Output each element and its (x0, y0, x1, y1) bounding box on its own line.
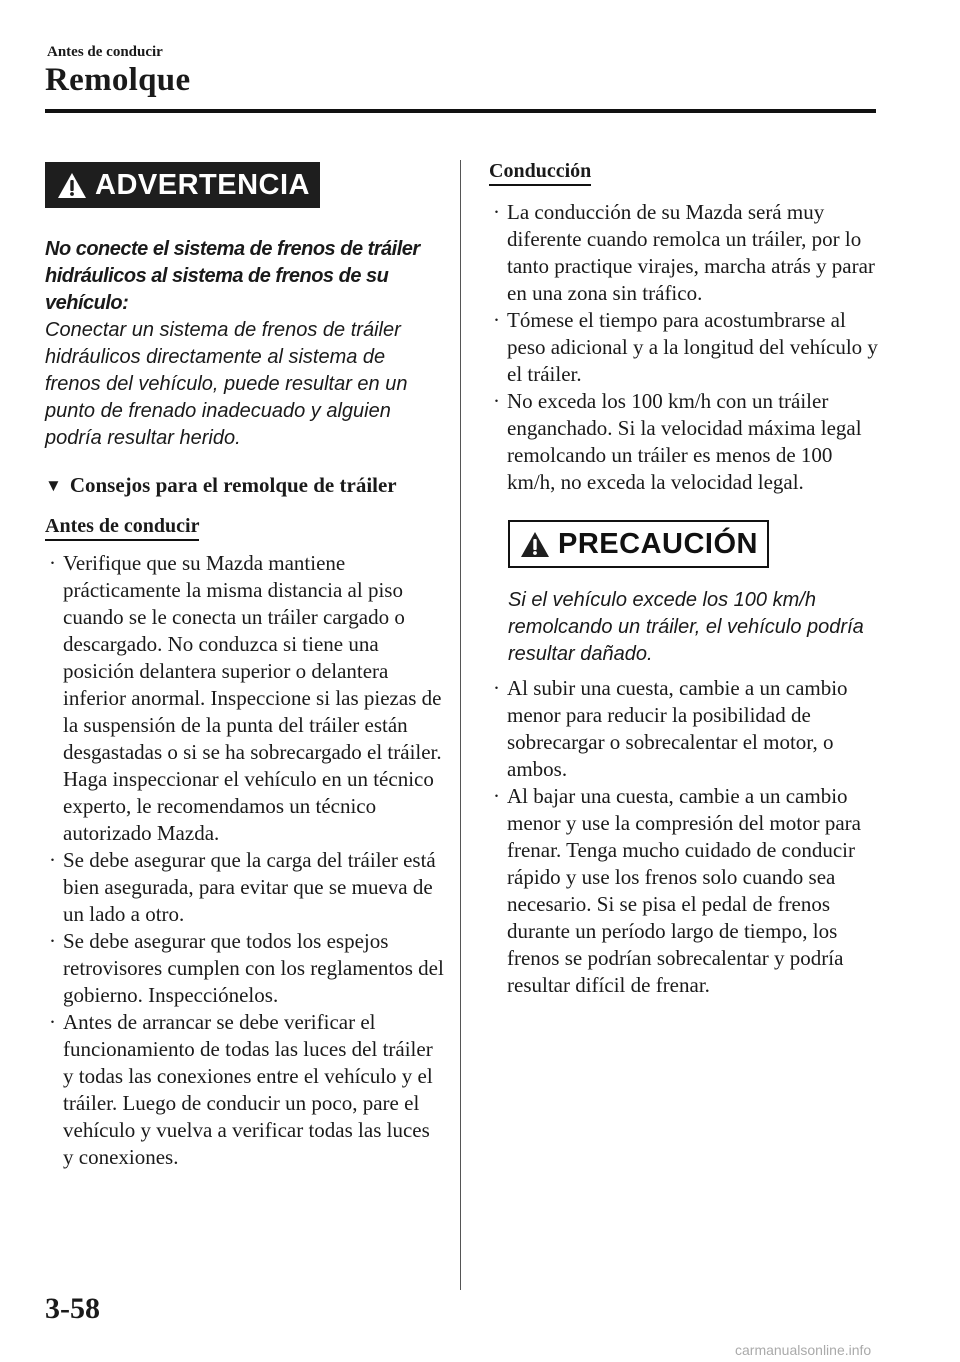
bullet-icon: · (493, 784, 500, 808)
bullet-icon: · (493, 676, 500, 700)
list-item-text: No exceda los 100 km/h con un tráiler enganchado. Si la velocidad máxima legal remolcando un tráiler es menos de 100 km/h, no exceda la velocidad legal. (507, 389, 862, 494)
list-item-text: Al bajar una cuesta, cambie a un cambio menor y use la compresión del motor para frenar. Tenga mucho cuidado de conducir rápido y use los frenos solo cuando sea necesario. Si se pisa el pedal de frenos durante un período largo de tiempo, los frenos se podrían sobrecalentar y podría resultar difícil de frenar. (507, 784, 861, 997)
warning-body (45, 236, 445, 452)
list-item (45, 928, 445, 1009)
caution-label-text: PRECAUCIÓN (558, 527, 758, 560)
list-item-text: Se debe asegurar que la carga del tráiler está bien asegurada, para evitar que se mueva de un lado a otro. (63, 848, 436, 926)
list-item (489, 783, 884, 999)
warning-label-text: ADVERTENCIA (95, 168, 310, 201)
list-item (489, 199, 884, 307)
driving-list-continued (489, 675, 884, 999)
list-item (45, 847, 445, 928)
list-item (489, 307, 884, 388)
warning-bold-text: No conecte el sistema de frenos de tráiler hidráulicos al sistema de frenos de su vehículo: (45, 238, 420, 314)
page-title: Remolque (45, 62, 191, 98)
bullet-icon: · (49, 1010, 56, 1034)
warning-label (45, 162, 320, 208)
triangle-down-icon: ▼ (45, 475, 62, 495)
warning-triangle-icon (57, 172, 87, 199)
list-item-text: Se debe asegurar que todos los espejos retrovisores cumplen con los reglamentos del gobierno. Inspecciónelos. (63, 929, 444, 1007)
page-number: 3-58 (45, 1292, 100, 1325)
list-item-text: Antes de arrancar se debe verificar el funcionamiento de todas las luces del tráiler y todas las conexiones entre el vehículo y el tráiler. Luego de conducir un poco, pare el vehículo y vuelva a verificar todas las luces y conexiones. (63, 1010, 433, 1169)
bullet-icon: · (49, 848, 56, 872)
list-item (489, 388, 884, 496)
before-driving-label: Antes de conducir (45, 515, 199, 541)
bullet-icon: · (493, 200, 500, 224)
bullet-icon: · (49, 551, 56, 575)
list-item-text: La conducción de su Mazda será muy diferente cuando remolca un tráiler, por lo tanto practique virajes, marcha atrás y parar en una zona sin tráfico. (507, 200, 875, 305)
tips-heading-text: Consejos para el remolque de tráiler (69, 473, 397, 497)
list-item (489, 675, 884, 783)
list-item (45, 550, 445, 847)
caution-triangle-icon (520, 531, 550, 558)
list-item (45, 1009, 445, 1171)
list-item-text: Tómese el tiempo para acostumbrarse al peso adicional y a la longitud del vehículo y el tráiler. (507, 308, 878, 386)
left-column (45, 162, 445, 1171)
bullet-icon: · (493, 389, 500, 413)
driving-label: Conducción (489, 160, 591, 186)
section-header: Antes de conducir (47, 44, 163, 60)
driving-list (489, 199, 884, 496)
bullet-icon: · (49, 929, 56, 953)
warning-text: Conectar un sistema de frenos de tráiler hidráulicos directamente al sistema de frenos del vehículo, puede resultar en un punto de frenado inadecuado y alguien podría resultar herido. (45, 319, 408, 449)
tips-heading (45, 473, 445, 498)
before-driving-list (45, 550, 445, 1171)
column-divider (460, 160, 461, 1290)
list-item-text: Verifique que su Mazda mantiene prácticamente la misma distancia al piso cuando se le conecta un tráiler cargado o descargado. No conduzca si tiene una posición delantera superior o delantera inferior anormal. Inspeccione si las piezas de la suspensión de la punta del tráiler están desgastadas o si se ha sobrecargado el tráiler. Haga inspeccionar el vehículo en un técnico experto, le recomendamos un técnico autorizado Mazda. (63, 551, 442, 845)
right-column (489, 160, 884, 999)
caution-text: Si el vehículo excede los 100 km/h remolcando un tráiler, el vehículo podría resultar dañado. (508, 589, 864, 665)
list-item-text: Al subir una cuesta, cambie a un cambio menor para reducir la posibilidad de sobrecargar o sobrecalentar el motor, o ambos. (507, 676, 848, 781)
watermark: carmanualsonline.info (735, 1342, 872, 1358)
header-divider (45, 109, 876, 113)
caution-label (508, 520, 769, 568)
bullet-icon: · (493, 308, 500, 332)
